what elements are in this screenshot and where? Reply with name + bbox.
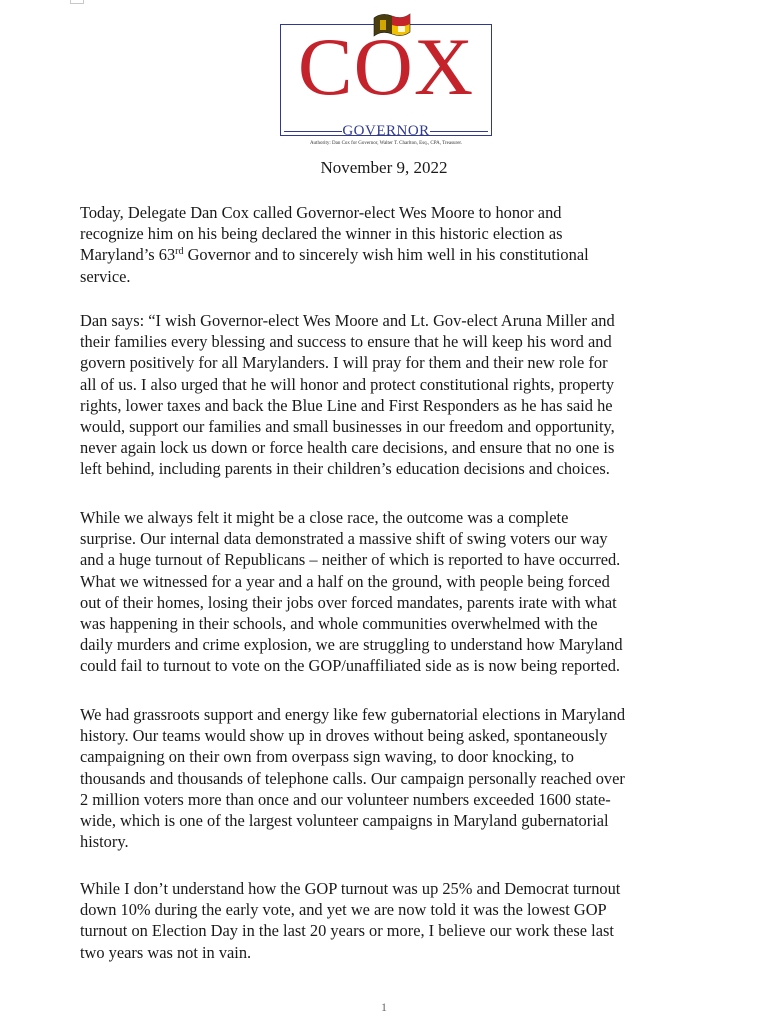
- logo-wordmark: COX: [297, 21, 475, 112]
- paragraph-line: turnout on Election Day in the last 20 years or more, I believe our work these last: [80, 921, 614, 941]
- paragraph-line: and a huge turnout of Republicans – neither of which is reported to have occurred.: [80, 550, 621, 570]
- paragraph-line: recognize him on his being declared the winner in this historic election as: [80, 224, 563, 244]
- paragraph-line: their families every blessing and success to ensure that he will keep his word and: [80, 332, 612, 352]
- paragraph-line: We had grassroots support and energy like few gubernatorial elections in Maryland: [80, 705, 626, 724]
- paragraph-line: While I don’t understand how the GOP turnout was up 25% and Democrat turnout: [80, 879, 621, 898]
- paragraph-line: history.: [80, 832, 129, 852]
- paragraph-line: While we always felt it might be a close race, the outcome was a complete: [80, 508, 569, 527]
- paragraph-line: would, support our families and small businesses in our freedom and opportunity,: [80, 417, 615, 437]
- paragraph-line: was happening in their schools, and whole communities overwhelmed with the: [80, 614, 598, 634]
- paragraph-line: rights, lower taxes and back the Blue Line and First Responders as he has said he: [80, 395, 613, 415]
- page-number: 1: [381, 1000, 387, 1014]
- paragraph-line: thousands and thousands of telephone calls. Our campaign personally reached over: [80, 768, 625, 788]
- line-text: Maryland’s 63: [80, 245, 176, 265]
- letter-date: November 9, 2022: [320, 158, 448, 177]
- paragraph-line: Dan says: “I wish Governor-elect Wes Moore and Lt. Gov-elect Aruna Miller and: [80, 311, 615, 330]
- paragraph-line: service.: [80, 266, 131, 286]
- paragraph-line: daily murders and crime explosion, we are struggling to understand how Maryland: [80, 635, 623, 655]
- paragraph-3: [80, 507, 694, 677]
- paragraph-line: [80, 244, 694, 265]
- line-text: Governor and to sincerely wish him well in his constitutional: [183, 245, 589, 265]
- paragraph-line: surprise. Our internal data demonstrated a massive shift of swing voters our way: [80, 529, 608, 549]
- authority-line: Authority: Dan Cox for Governor, Walter T. Charlton, Esq., CPA, Treasurer.: [309, 141, 463, 146]
- paragraph-line: What we witnessed for a year and a half on the ground, with people being forced: [80, 571, 610, 591]
- paragraph-line: all of us. I also urged that he will honor and protect constitutional rights, property: [80, 374, 615, 394]
- paragraph-4: [80, 704, 694, 852]
- logo-subtitle: GOVERNOR: [342, 123, 430, 139]
- paragraph-line: could fail to turnout to vote on the GOP/unaffiliated side as is now being reported.: [80, 656, 621, 676]
- paragraph-line: campaigning on their own from overpass sign waving, to door knocking, to: [80, 747, 574, 767]
- paragraph-line: wide, which is one of the largest volunteer campaigns in Maryland gubernatorial: [80, 811, 609, 831]
- paragraph-line: 2 million voters more than once and our volunteer numbers exceeded 1600 state-: [80, 789, 611, 809]
- paragraph-2: [80, 310, 694, 480]
- paragraph-line: left behind, including parents in their children’s education decisions and choices.: [80, 459, 610, 479]
- paragraph-line: history. Our teams would show up in droves without being asked, spontaneously: [80, 726, 608, 746]
- paragraph-1: [80, 202, 694, 287]
- paragraph-line: out of their homes, losing their jobs over forced mandates, parents irate with what: [80, 592, 617, 612]
- paragraph-line: two years was not in vain.: [80, 942, 252, 962]
- page-corner-mark: [70, 0, 84, 4]
- ordinal-suffix: rd: [175, 246, 184, 258]
- paragraph-line: down 10% during the early vote, and yet we are now told it was the lowest GOP: [80, 900, 607, 920]
- paragraph-line: Today, Delegate Dan Cox called Governor-elect Wes Moore to honor and: [80, 203, 562, 222]
- paragraph-line: govern positively for all Marylanders. I will pray for them and their new role for: [80, 353, 608, 373]
- paragraph-line: never again lock us down or force health care decisions, and ensure that no one is: [80, 438, 615, 458]
- paragraph-5: [80, 878, 694, 963]
